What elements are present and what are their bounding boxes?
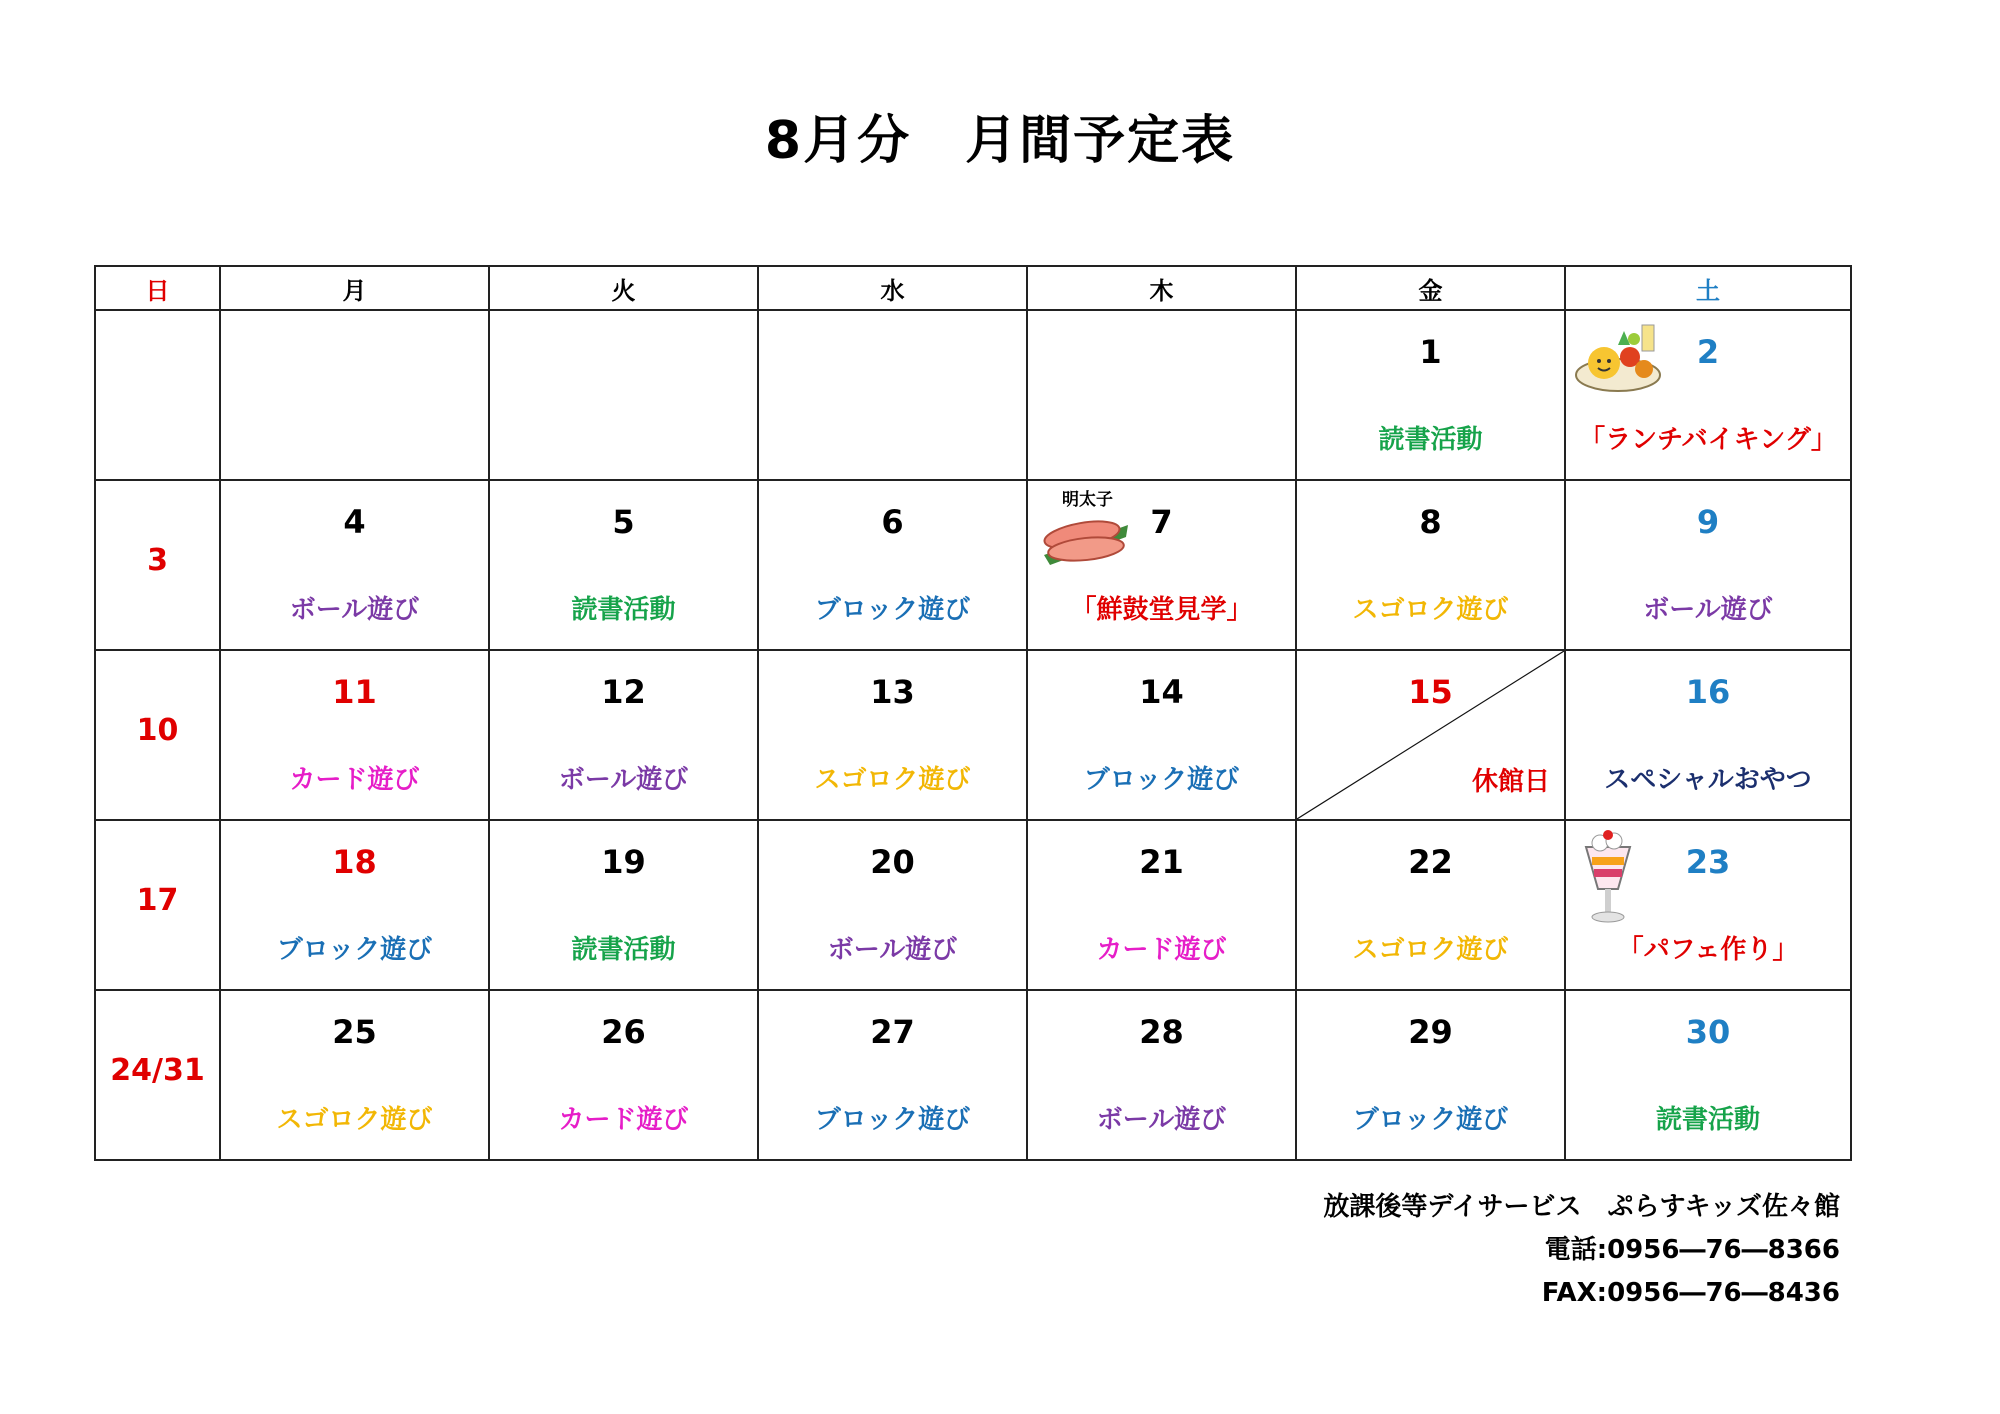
monthly-calendar (94, 265, 1852, 1161)
closed-day-label: 休館日 (1471, 767, 1550, 797)
day-number: 1 (1419, 333, 1442, 371)
day-cell-tue (489, 990, 758, 1160)
activity-label: ブロック遊び (276, 935, 433, 965)
day-cell-sat (1565, 820, 1851, 990)
day-cell-sat (1565, 990, 1851, 1160)
activity-label: ブロック遊び (1352, 1105, 1509, 1135)
sunday-cell (95, 480, 220, 650)
day-number: 18 (332, 843, 377, 881)
activity-label: 「パフェ作り」 (1617, 935, 1799, 965)
day-number: 12 (601, 673, 646, 711)
weekday-fri: 金 (1296, 266, 1565, 310)
activity-label: スゴロク遊び (1352, 935, 1509, 965)
day-number: 27 (870, 1013, 915, 1051)
sunday-date: 10 (136, 713, 179, 748)
sunday-date: 24/31 (110, 1053, 205, 1088)
weekday-mon: 月 (220, 266, 489, 310)
day-number: 25 (332, 1013, 377, 1051)
day-cell-tue (489, 480, 758, 650)
day-number: 28 (1139, 1013, 1184, 1051)
activity-label: ボール遊び (827, 935, 958, 965)
activity-label: カード遊び (558, 1105, 689, 1135)
activity-label: スゴロク遊び (276, 1105, 433, 1135)
activity-label: スゴロク遊び (814, 765, 971, 795)
day-number: 7 (1150, 503, 1173, 541)
mentaiko-label: 明太子 (1062, 490, 1113, 510)
weekday-sat: 土 (1565, 266, 1851, 310)
organization-name: 放課後等デイサービス ぷらすキッズ佐々館 (1323, 1192, 1840, 1222)
sunday-cell (95, 990, 220, 1160)
activity-label: スペシャルおやつ (1604, 765, 1812, 795)
activity-label: カード遊び (289, 765, 420, 795)
activity-label: ボール遊び (1096, 1105, 1227, 1135)
day-cell-fri (1296, 990, 1565, 1160)
activity-label: ブロック遊び (814, 595, 971, 625)
day-number: 22 (1408, 843, 1453, 881)
day-cell-thu (1027, 310, 1296, 480)
activity-label: ブロック遊び (814, 1105, 971, 1135)
day-number: 30 (1685, 1013, 1731, 1051)
weekday-wed: 水 (758, 266, 1027, 310)
activity-label: ボール遊び (558, 765, 689, 795)
day-number: 23 (1685, 843, 1731, 881)
sunday-date: 3 (147, 543, 168, 578)
day-cell-sat (1565, 310, 1851, 480)
phone-number: 電話:0956―76―8366 (1544, 1235, 1840, 1265)
activity-label: 読書活動 (571, 595, 676, 625)
day-cell-mon (220, 820, 489, 990)
sunday-date: 17 (136, 883, 179, 918)
day-cell-fri (1296, 310, 1565, 480)
week-row (95, 310, 1851, 480)
activity-label: 読書活動 (1655, 1105, 1760, 1135)
day-number: 11 (332, 673, 377, 711)
day-cell-thu (1027, 650, 1296, 820)
day-number: 15 (1408, 673, 1453, 711)
day-number: 14 (1139, 673, 1184, 711)
day-number: 2 (1696, 333, 1720, 371)
day-number: 4 (343, 503, 366, 541)
day-number: 13 (870, 673, 915, 711)
day-cell-fri (1296, 480, 1565, 650)
activity-label: 「ランチバイキング」 (1579, 425, 1837, 455)
day-number: 29 (1408, 1013, 1453, 1051)
activity-label: ボール遊び (289, 595, 420, 625)
day-cell-thu (1027, 480, 1296, 650)
week-row (95, 650, 1851, 820)
sunday-cell (95, 650, 220, 820)
fax-number: FAX:0956―76―8436 (1541, 1278, 1840, 1308)
day-cell-mon (220, 480, 489, 650)
day-number: 16 (1685, 673, 1731, 711)
week-row (95, 990, 1851, 1160)
activity-label: ボール遊び (1643, 595, 1773, 625)
day-cell-wed (758, 650, 1027, 820)
day-cell-fri (1296, 650, 1565, 820)
day-number: 20 (870, 843, 915, 881)
day-number: 19 (601, 843, 646, 881)
day-number: 8 (1419, 503, 1442, 541)
day-cell-mon (220, 650, 489, 820)
activity-label: カード遊び (1096, 935, 1227, 965)
day-cell-mon (220, 990, 489, 1160)
day-number: 5 (612, 503, 635, 541)
day-cell-mon (220, 310, 489, 480)
day-cell-wed (758, 480, 1027, 650)
day-cell-tue (489, 650, 758, 820)
day-number: 9 (1696, 503, 1720, 541)
day-number: 21 (1139, 843, 1184, 881)
week-row (95, 820, 1851, 990)
footer-contact (1323, 1186, 1840, 1315)
day-cell-tue (489, 310, 758, 480)
weekday-sun: 日 (95, 266, 220, 310)
sunday-cell (95, 820, 220, 990)
page-title: 8月分 月間予定表 (764, 111, 1236, 171)
sunday-cell (95, 310, 220, 480)
week-row (95, 480, 1851, 650)
day-cell-thu (1027, 990, 1296, 1160)
day-cell-fri (1296, 820, 1565, 990)
activity-label: 「鮮鼓堂見学」 (1070, 595, 1253, 625)
day-number: 6 (881, 503, 904, 541)
day-cell-thu (1027, 820, 1296, 990)
activity-label: 読書活動 (1378, 425, 1483, 455)
activity-label: ブロック遊び (1083, 765, 1240, 795)
weekday-tue: 火 (489, 266, 758, 310)
activity-label: スゴロク遊び (1352, 595, 1509, 625)
day-cell-tue (489, 820, 758, 990)
day-cell-wed (758, 820, 1027, 990)
day-number: 26 (601, 1013, 646, 1051)
day-cell-wed (758, 310, 1027, 480)
weekday-header-row (95, 266, 1851, 310)
activity-label: 読書活動 (571, 935, 676, 965)
day-cell-sat (1565, 650, 1851, 820)
day-cell-sat (1565, 480, 1851, 650)
day-cell-wed (758, 990, 1027, 1160)
weekday-thu: 木 (1027, 266, 1296, 310)
